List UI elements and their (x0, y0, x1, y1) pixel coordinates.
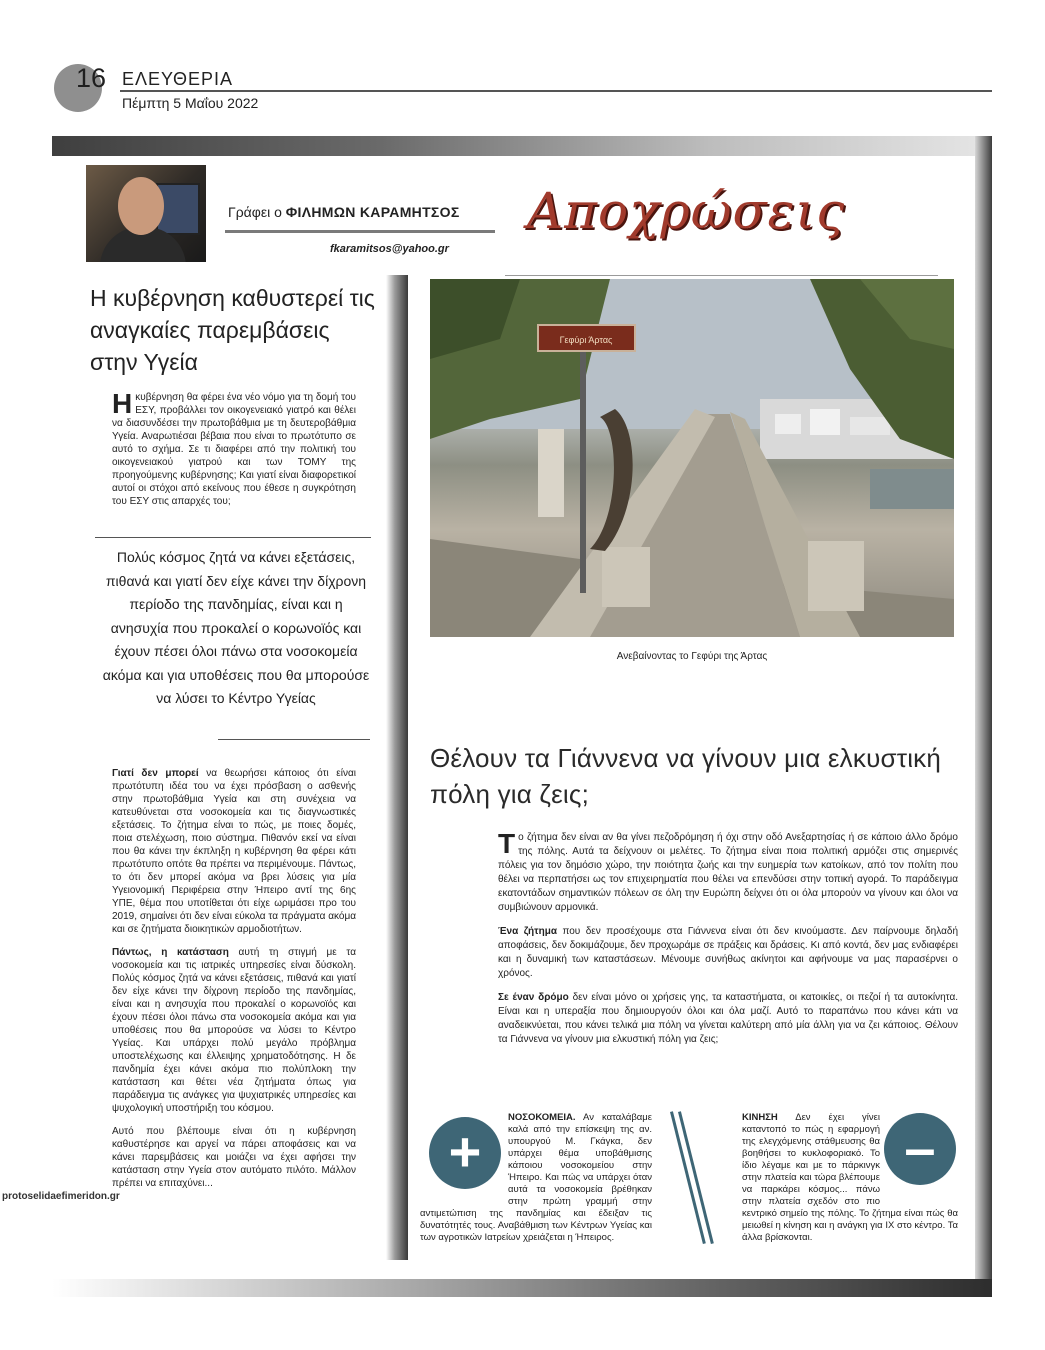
plus-sign: + (448, 1120, 482, 1183)
pullquote-rule-top (95, 537, 371, 538)
paragraph-text: που δεν προσέχουμε στα Γιάννενα είναι ότι δεν κινούμαστε. Δεν παίρνουμε δηλαδή αποφάσεις, δεν δοκιμάζουμε, δεν προχωράμε σε πράξεις και δράσεις. Κι από κοντά, δεν μας ενδιαφέρει και η δυναμική των καταστάσεων. Μένουμε συνήθως ακίνητοι και αφήνουμε να μας παρασέρνει ο χρόνος. (498, 926, 959, 979)
author-name: ΦΙΛΗΜΩΝ ΚΑΡΑΜΗΤΣΟΣ (285, 204, 460, 220)
left-article-body (112, 767, 356, 1200)
byline (228, 204, 460, 220)
paragraph-lead: Πάντως, η κατάσταση (112, 947, 229, 958)
minus-sign: – (904, 1116, 936, 1179)
divider-slash (670, 1111, 706, 1244)
body-paragraph (112, 946, 356, 1115)
newspaper-name: ΕΛΕΥΘΕΡΙΑ (122, 69, 234, 89)
paragraph-text: να θεωρήσει κάποιος ότι είναι πρωτότυπη ιδέα του να έχει πρόσβαση ο ασθενής στην πρωτοβάθμια Υγεία και στη συνέχεια να κατευθύνεται στα νοσοκομεία και τις διαγνωστικές εξετάσεις. Το ζήτημα είναι το πώς, με ποιες δομές, ποια στελέχωση, ποιο σύστημα. Πιθανόν εκεί να είναι που θα κάνει την έκπληξη η κυβέρνηση θα φέρει κάτι πρωτότυπο οπότε θα πρέπει να περιμένουμε. Πάντως, το ότι δεν μπορεί ακόμα να βρει λύσεις για μία Υγειονομική Περιφέρεια στην Ήπειρο αντί της 6ης ΥΠΕ, θέμα που υποτίθεται ότι είχε ωριμάσει προ του 2019, σημαίνει ότι δεν είναι εύκολα τα πράγματα ακόμα και σε ζητήματα διοικητικών αρμοδιοτήτων. (112, 768, 356, 935)
plus-box-body: Αν καταλάβαμε καλά από την επίσκεψη της αν. υπουργού Μ. Γκάγκα, δεν υπάρχει θέμα υποβάθμισης κάποιου νοσοκομείου στην Ήπειρο. Και πώς να υπάρχει όταν αυτά τα νοσοκομεία βρέθηκαν στην πρώτη γραμμή στην αντιμετώπιση της πανδημίας και έδειξαν τις δυνατότητές τους. Αναβάθμιση των Κέντρων Υγείας και των αγροτικών Ιατρείων χρειάζεται η Ήπειρος. (420, 1112, 652, 1243)
body-dropcap: Τ (498, 828, 516, 859)
paragraph-lead: Γιατί δεν μπορεί (112, 768, 199, 779)
minus-box-lead: ΚΙΝΗΣΗ (742, 1112, 778, 1123)
photo-caption: Ανεβαίνοντας το Γεφύρι της Άρτας (616, 651, 768, 662)
byline-prefix: Γράφει ο (228, 204, 286, 220)
intro-dropcap: Η (112, 388, 133, 419)
minus-box-text (742, 1112, 958, 1244)
byline-rule (225, 230, 495, 233)
logo-rule (505, 275, 938, 276)
paragraph-text: αυτή τη στιγμή με τα νοσοκομεία και τις ιατρικές υπηρεσίες είναι δύσκολη. Πολύς κόσμος ζητά να κάνει εξετάσεις, πιθανά και γιατί δεν είχε κάνει την δίχρονη περίοδο της πανδημίας, είναι και η ανησυχία που προκαλεί ο κορωνοϊός και έχουν πέσει όλοι πάνω στα νοσοκομεία ακόμα και για υποθέσεις που θα μπορούσε να λύσει το Κέντρο Υγείας. Και υπάρχει πολύ μεγάλο πρόβλημα υποστελέχωσης και έλλειψης χρηματοδότησης. Η δε πανδημία έχει κάνει ακόμα πιο πολύπλοκη την κατάσταση και θέτει νέα ζητήματα όπως για παράδειγμα τις ανάγκες για ψυχιατρικές υπηρεσίες και ψυχολογική υποστήριξη του κόσμου. (112, 947, 356, 1114)
issue-date: Πέμπτη 5 Μαΐου 2022 (122, 95, 259, 111)
paragraph-text: Αυτό που βλέπουμε είναι ότι η κυβέρνηση καθυστέρησε και αργεί να πάρει αποφάσεις και να κάνει παρεμβάσεις και μοιάζει να έχει αφήσει την κατάσταση στην Υγεία στον αυτόματο πιλότο. Μάλλον πρέπει να επιταχύνει... (112, 1126, 356, 1189)
right-article-title: Θέλουν τα Γιάννενα να γίνουν μια ελκυστική πόλη για ζεις; (430, 743, 942, 809)
intro-text: κυβέρνηση θα φέρει ένα νέο νόμο για τη δομή του ΕΣΥ, προβάλλει τον οικογενειακό γιατρό και θέλει να διασυνδέσει την πρωτοβάθμια με τη δευτεροβάθμια Υγεία. Αναρωτιέσαι βέβαια που είναι το πρωτότυπο σε αυτό το σχήμα. Σε τι διαφέρει από την πολιτική του οικογενειακού γιατρού και των ΤΟΜΥ της προηγούμενης κυβέρνησης; Και γιατί είναι διαφορετικοί αυτοί οι στόχοι από εκείνους που έθεσε η συγκρότηση του ΕΣΥ στις απαρχές του; (112, 392, 356, 507)
pullquote-rule-bottom (218, 739, 370, 740)
bridge-photo (430, 279, 954, 637)
column-logo: Αποχρώσεις (527, 182, 846, 240)
paragraph-lead: Σε έναν δρόμο (498, 992, 569, 1003)
column-divider (386, 275, 408, 1260)
body-paragraph (498, 828, 958, 915)
body-paragraph (112, 1125, 356, 1190)
page-number: 16 (76, 63, 107, 93)
body-paragraph (112, 767, 356, 936)
right-band (975, 136, 992, 1296)
header-rule (120, 90, 992, 92)
paragraph-text: ο ζήτημα δεν είναι αν θα γίνει πεζοδρόμηση ή όχι στην οδό Ανεξαρτησίας ή σε κάποιο άλλο δρόμο της πόλης. Αυτά τα δείχνουν οι μελέτες. Το ζήτημα είναι ποια πολιτική αρμόζει στις σημερινές πόλεις για τον δημόσιο χώρο, την ποιότητα ζωής και την ευημερία των κατοίκων, από τον πολίτη που θέλει να περπατήσει ως τον επιχειρηματία που θέλει να επενδύσει στην τοπική αγορά. Το παράδειγμα εκατοντάδων σημαντικών πόλεων σε όλη την Ευρώπη δείχνει ότι οι όλα μπορούν να γίνουν και όλοι να συμβιώνουν αρμονικά. (498, 832, 958, 913)
right-article-body (498, 828, 959, 1057)
plus-box-text (420, 1112, 652, 1244)
author-email: fkaramitsos@yahoo.gr (330, 243, 449, 255)
divider-slash (678, 1111, 714, 1244)
author-photo (86, 165, 206, 262)
paragraph-text: δεν είναι μόνο οι χρήσεις γης, τα καταστήματα, οι κατοικίες, οι πεζοί ή τα αυτοκίνητα. Είναι και η υπεραξία που δημιουργούν όλοι και όλα μαζί. Αυτό το παραπάνω που κάνει κάτι να αναδεικνύεται, που κάνει τελικά μια πόλη να γίνεται καλύτερη από μία άλλη για να ζει κάποιος. Θέλουν τα Γιάννενα να γίνουν μια ελκυστική πόλη για ζεις; (498, 992, 958, 1045)
left-article-title: Η κυβέρνηση καθυστερεί τις αναγκαίες παρεμβάσεις στην Υγεία (90, 285, 375, 375)
photo-sign-text: Γεφύρι Άρτας (559, 335, 613, 345)
plus-box-lead: ΝΟΣΟΚΟΜΕΙΑ. (508, 1112, 576, 1123)
paragraph-lead: Ένα ζήτημα (498, 926, 558, 937)
body-paragraph (498, 991, 958, 1047)
top-band (52, 136, 992, 156)
bottom-band (52, 1279, 992, 1297)
pullquote: Πολύς κόσμος ζητά να κάνει εξετάσεις, πιθανά και γιατί δεν είχε κάνει την δίχρονη περίοδο της πανδημίας, είναι και η ανησυχία που προκαλεί ο κορωνοϊός και έχουν πέσει όλοι πάνω στα νοσοκομεία ακόμα και για υποθέσεις που θα μπορούσε να λύσει το Κέντρο Υγείας (102, 549, 370, 706)
watermark: protoselidaefimeridon.gr (2, 1191, 120, 1202)
minus-box-body: Δεν έχει γίνει καταντοπό το πώς η εφαρμογή της ελεγχόμενης στάθμευσης θα βοηθήσει το κυκλοφοριακό. Το ίδιο λέγαμε και με το πάρκινγκ στην πλατεία και τώρα βλέπουμε να παρκάρει κόσμος... πάνω στην πλατεία σχεδόν στο πιο κεντρικό σημείο της πόλης. Το ζήτημα είναι πώς θα μειωθεί η κίνηση και η ανάγκη για ΙΧ στο κέντρο. Τα άλλα βρίσκονται. (742, 1112, 958, 1243)
left-article-intro (112, 388, 356, 508)
bridge-illustration (430, 279, 954, 637)
body-paragraph (498, 925, 958, 981)
